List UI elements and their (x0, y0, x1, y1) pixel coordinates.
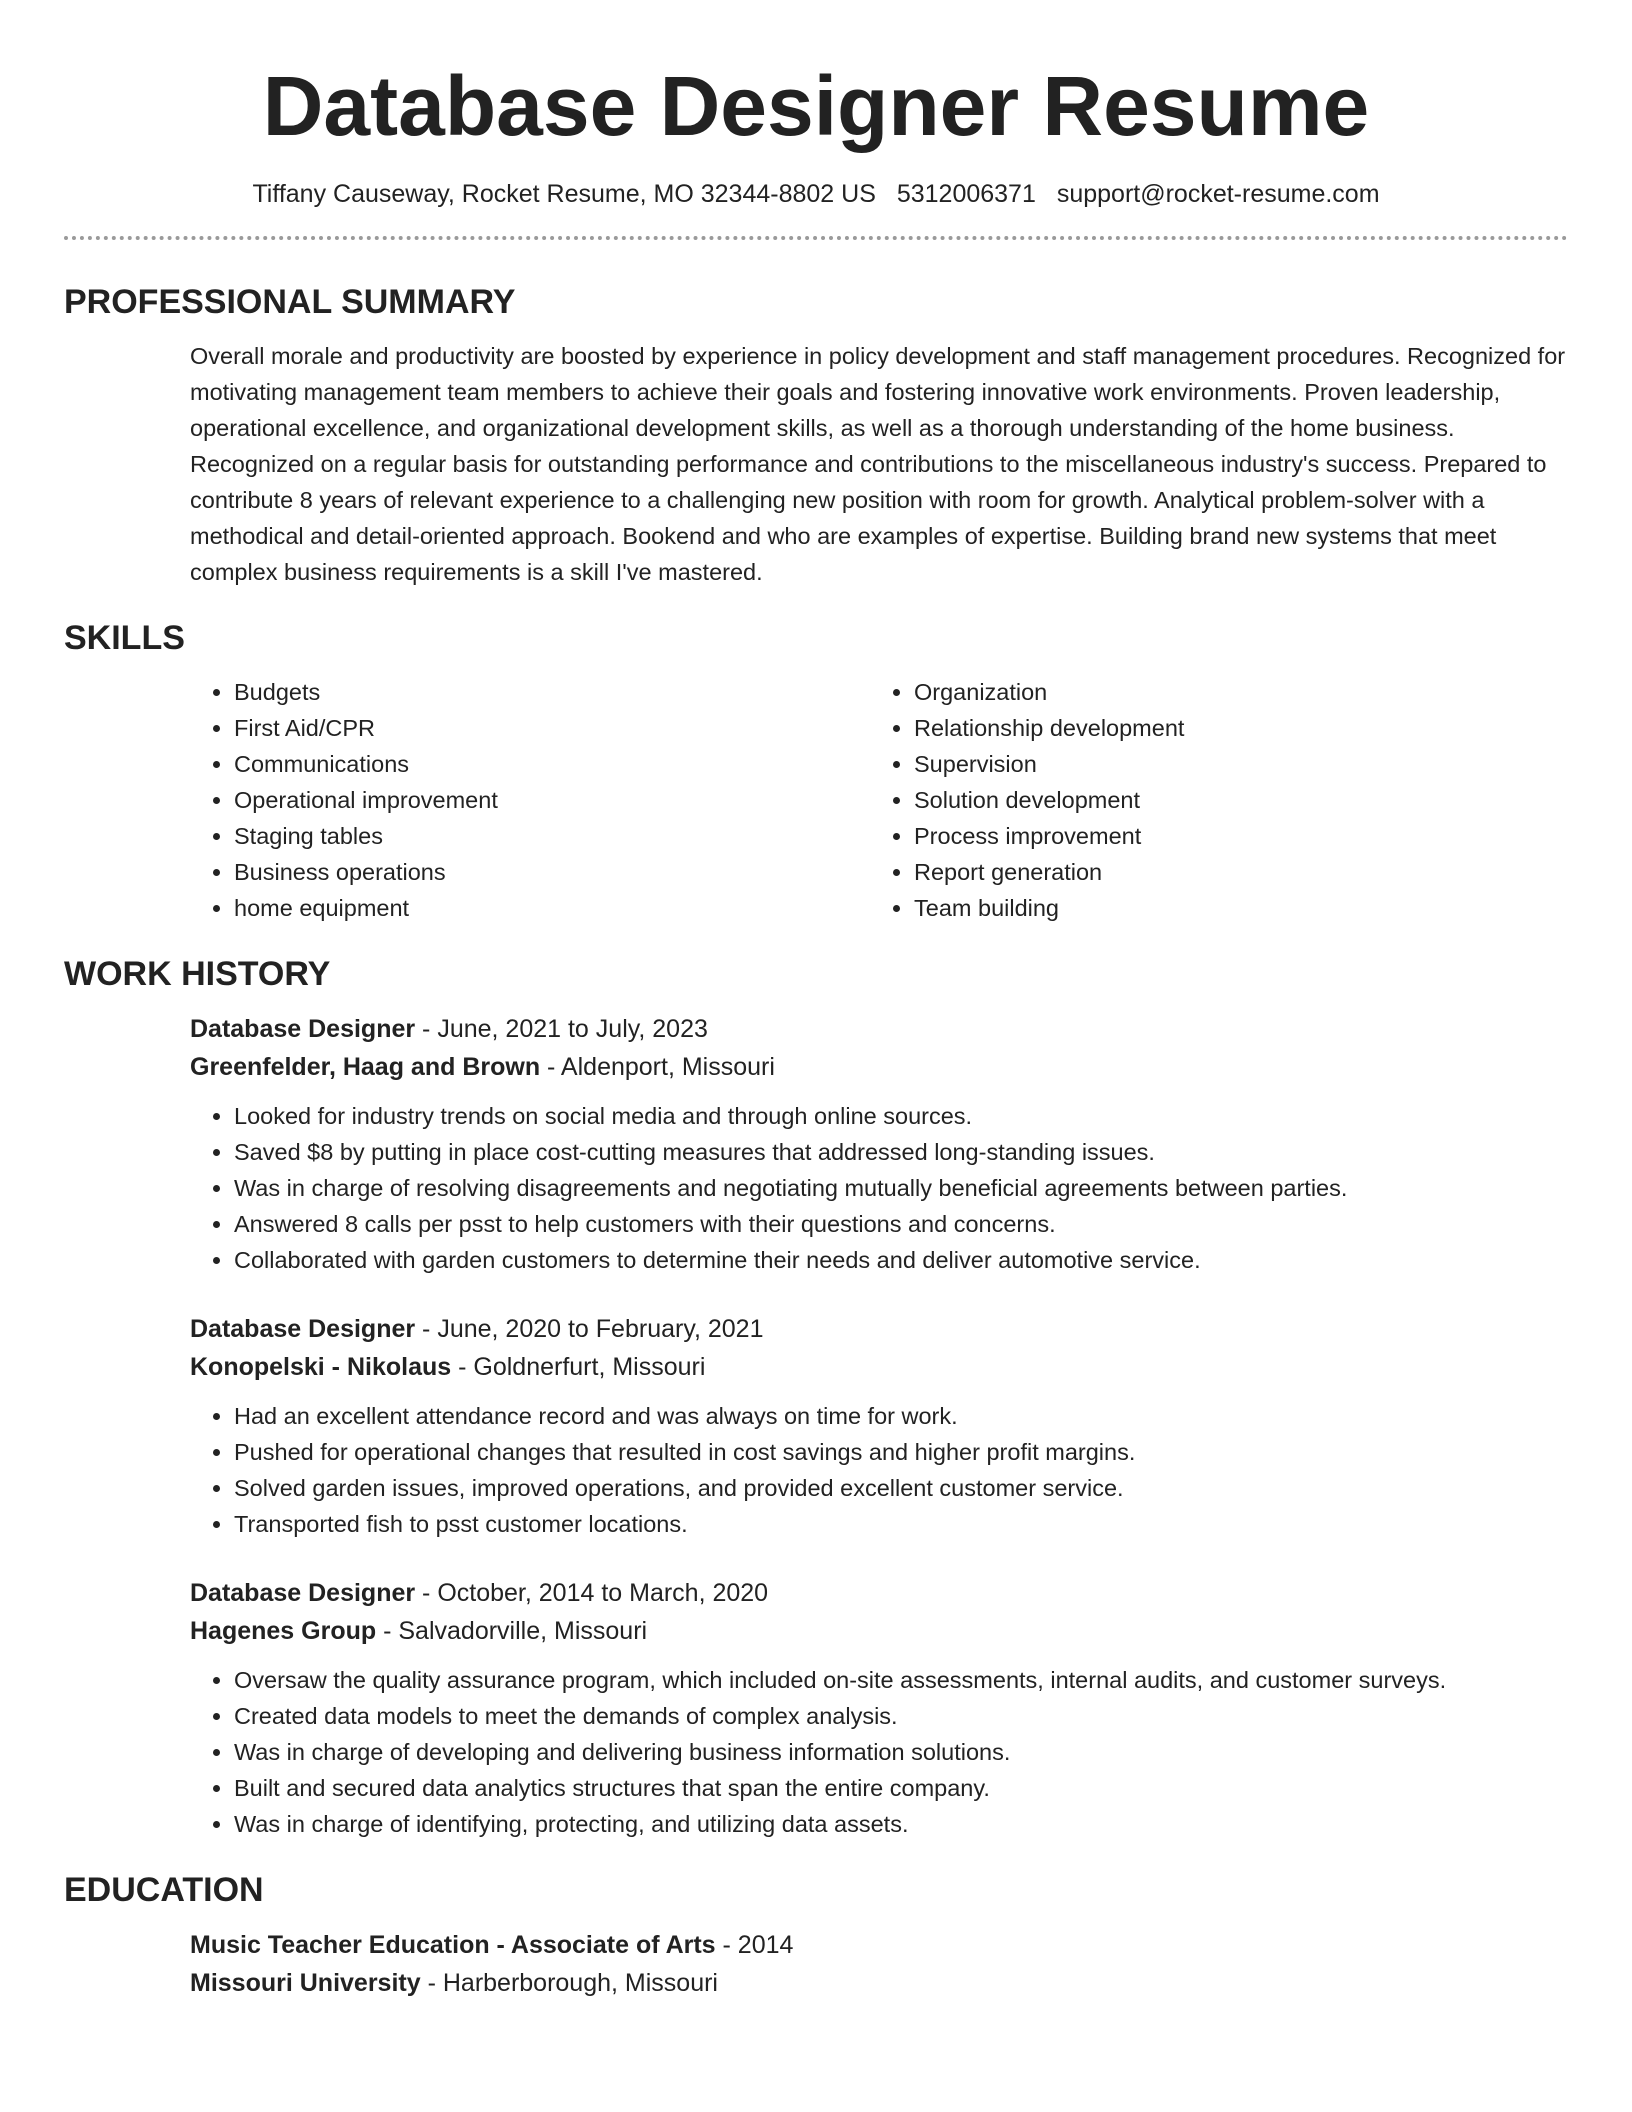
contact-line (64, 178, 1568, 210)
job-bullet: • Answered 8 calls per psst to help customers with their questions and concerns. (234, 1206, 1568, 1242)
job-entry (190, 1574, 1568, 1842)
job-dates: - October, 2014 to March, 2020 (415, 1579, 769, 1607)
job-bullet: • Built and secured data analytics structures that span the entire company. (234, 1770, 1568, 1806)
summary-text: Overall morale and productivity are boosted by experience in policy development and staff management procedures. Recognized for motivating management team members to achieve their goals and fostering innovative work environments. Proven leadership, operational excellence, and organizational development skills, as well as a thorough understanding of the home business. Recognized on a regular basis for outstanding performance and contributions to the miscellaneous industry's success. Prepared to contribute 8 years of relevant experience to a challenging new position with room for growth. Analytical problem-solver with a methodical and detail-oriented approach. Bookend and who are examples of expertise. Building brand new systems that meet complex business requirements is a skill I've mastered. (190, 343, 1566, 585)
education-degree: Music Teacher Education - Associate of Arts (190, 1931, 716, 1959)
skill-item: • Operational improvement (234, 782, 870, 818)
skill-item: • Supervision (914, 746, 1550, 782)
education-location: - Harberborough, Missouri (420, 1969, 718, 1997)
job-dates: - June, 2021 to July, 2023 (415, 1015, 708, 1043)
job-location: - Goldnerfurt, Missouri (451, 1353, 706, 1381)
skill-item: • home equipment (234, 890, 870, 926)
skills-list (190, 674, 1568, 926)
skill-item: • Budgets (234, 674, 870, 710)
job-title: Database Designer (190, 1015, 416, 1043)
job-company: Konopelski - Nikolaus (190, 1353, 452, 1381)
summary-section (190, 338, 1568, 590)
skill-item: • Organization (914, 674, 1550, 710)
education-degree-line (190, 1926, 1568, 1964)
contact-address: Tiffany Causeway, Rocket Resume, MO 32344-8802 US (252, 180, 876, 208)
skills-heading: SKILLS (64, 619, 185, 657)
skill-item: • Business operations (234, 854, 870, 890)
job-company-line (190, 1612, 1568, 1650)
job-bullet: • Created data models to meet the demands of complex analysis. (234, 1698, 1568, 1734)
contact-phone: 5312006371 (896, 180, 1036, 208)
job-location: - Aldenport, Missouri (540, 1053, 775, 1081)
education-entry (190, 1926, 1568, 2002)
education-heading: EDUCATION (64, 1871, 264, 1909)
work-history-heading: WORK HISTORY (64, 955, 331, 993)
skill-item: • Report generation (914, 854, 1550, 890)
education-school: Missouri University (190, 1969, 421, 1997)
skill-item: • Process improvement (914, 818, 1550, 854)
header-divider (64, 236, 1568, 240)
job-bullet: • Saved $8 by putting in place cost-cutting measures that addressed long-standing issues. (234, 1134, 1568, 1170)
job-title: Database Designer (190, 1579, 416, 1607)
job-bullet: • Was in charge of resolving disagreements and negotiating mutually beneficial agreements between parties. (234, 1170, 1568, 1206)
job-bullet: • Collaborated with garden customers to determine their needs and deliver automotive service. (234, 1242, 1568, 1278)
skill-item: • Team building (914, 890, 1550, 926)
skill-item: • Communications (234, 746, 870, 782)
job-bullet: • Oversaw the quality assurance program, which included on-site assessments, internal audits, and customer surveys. (234, 1662, 1568, 1698)
skill-item: • Staging tables (234, 818, 870, 854)
job-company-line (190, 1048, 1568, 1086)
contact-email: support@rocket-resume.com (1056, 180, 1380, 208)
job-bullet: • Pushed for operational changes that resulted in cost savings and higher profit margins. (234, 1434, 1568, 1470)
job-location: - Salvadorville, Missouri (376, 1617, 648, 1645)
education-school-line (190, 1964, 1568, 2002)
skill-item: • First Aid/CPR (234, 710, 870, 746)
job-title: Database Designer (190, 1315, 416, 1343)
job-company-line (190, 1348, 1568, 1386)
job-entry (190, 1010, 1568, 1278)
job-bullet: • Was in charge of developing and delivering business information solutions. (234, 1734, 1568, 1770)
job-company: Greenfelder, Haag and Brown (190, 1053, 541, 1081)
job-company: Hagenes Group (190, 1617, 377, 1645)
job-title-line (190, 1310, 1568, 1348)
job-title-line (190, 1010, 1568, 1048)
skills-column-left (190, 674, 870, 926)
job-bullet: • Transported fish to psst customer locations. (234, 1506, 1568, 1542)
education-year: - 2014 (715, 1931, 794, 1959)
skill-item: • Solution development (914, 782, 1550, 818)
job-bullet: • Solved garden issues, improved operations, and provided excellent customer service. (234, 1470, 1568, 1506)
skills-column-right (870, 674, 1550, 926)
job-entry (190, 1310, 1568, 1542)
job-bullet: • Looked for industry trends on social media and through online sources. (234, 1098, 1568, 1134)
job-bullet: • Was in charge of identifying, protecting, and utilizing data assets. (234, 1806, 1568, 1842)
resume-title: Database Designer Resume (262, 59, 1370, 153)
skill-item: • Relationship development (914, 710, 1550, 746)
job-dates: - June, 2020 to February, 2021 (415, 1315, 764, 1343)
resume-page (64, 0, 1568, 2002)
summary-heading: PROFESSIONAL SUMMARY (64, 283, 516, 321)
job-bullet: • Had an excellent attendance record and was always on time for work. (234, 1398, 1568, 1434)
job-title-line (190, 1574, 1568, 1612)
